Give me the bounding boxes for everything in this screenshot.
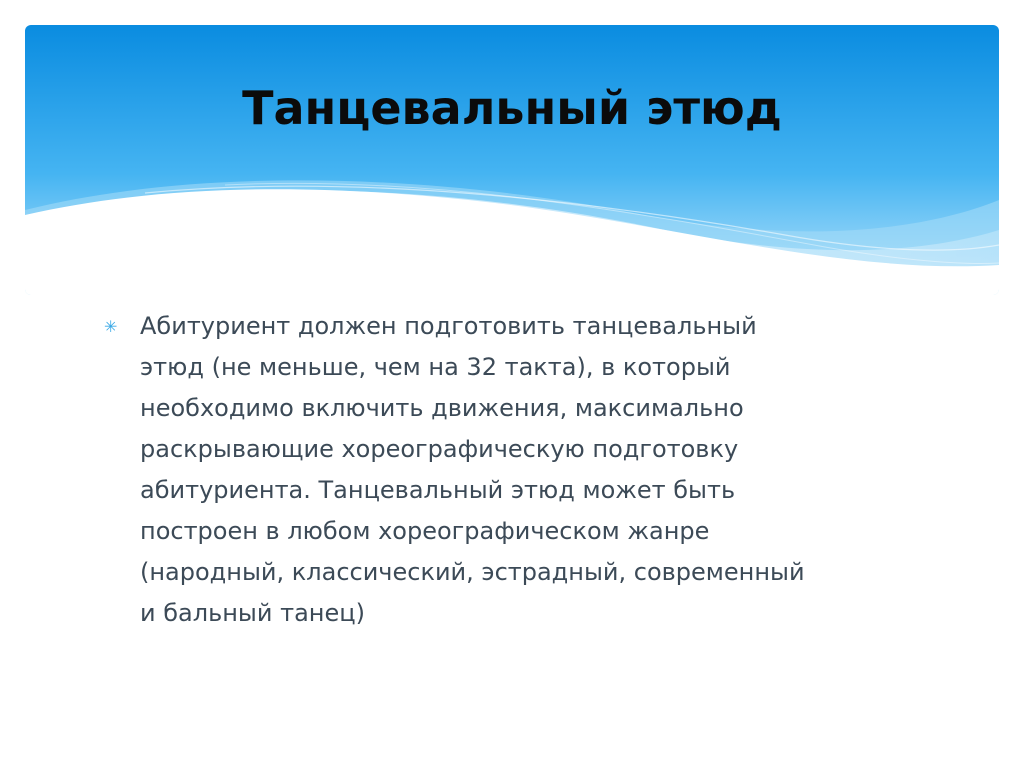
bullet-item bbox=[104, 306, 924, 634]
bullet-line: этюд (не меньше, чем на 32 такта), в который bbox=[140, 353, 731, 381]
bullet-line: (народный, классический, эстрадный, современный bbox=[140, 558, 805, 586]
bullet-line: Абитуриент должен подготовить танцевальный bbox=[140, 312, 757, 340]
slide-title: Танцевальный этюд bbox=[242, 81, 782, 135]
bullet-line: и бальный танец) bbox=[140, 599, 365, 627]
slide-content bbox=[104, 306, 924, 634]
bullet-line: необходимо включить движения, максимально bbox=[140, 394, 744, 422]
wave-background-graphic bbox=[25, 25, 999, 295]
header-wave-banner bbox=[25, 25, 999, 295]
asterisk-bullet-icon: ✳ bbox=[104, 317, 118, 336]
bullet-line: построен в любом хореографическом жанре bbox=[140, 517, 710, 545]
bullet-line: абитуриента. Танцевальный этюд может быть bbox=[140, 476, 736, 504]
bullet-line: раскрывающие хореографическую подготовку bbox=[140, 435, 739, 463]
bullet-text bbox=[140, 306, 924, 634]
